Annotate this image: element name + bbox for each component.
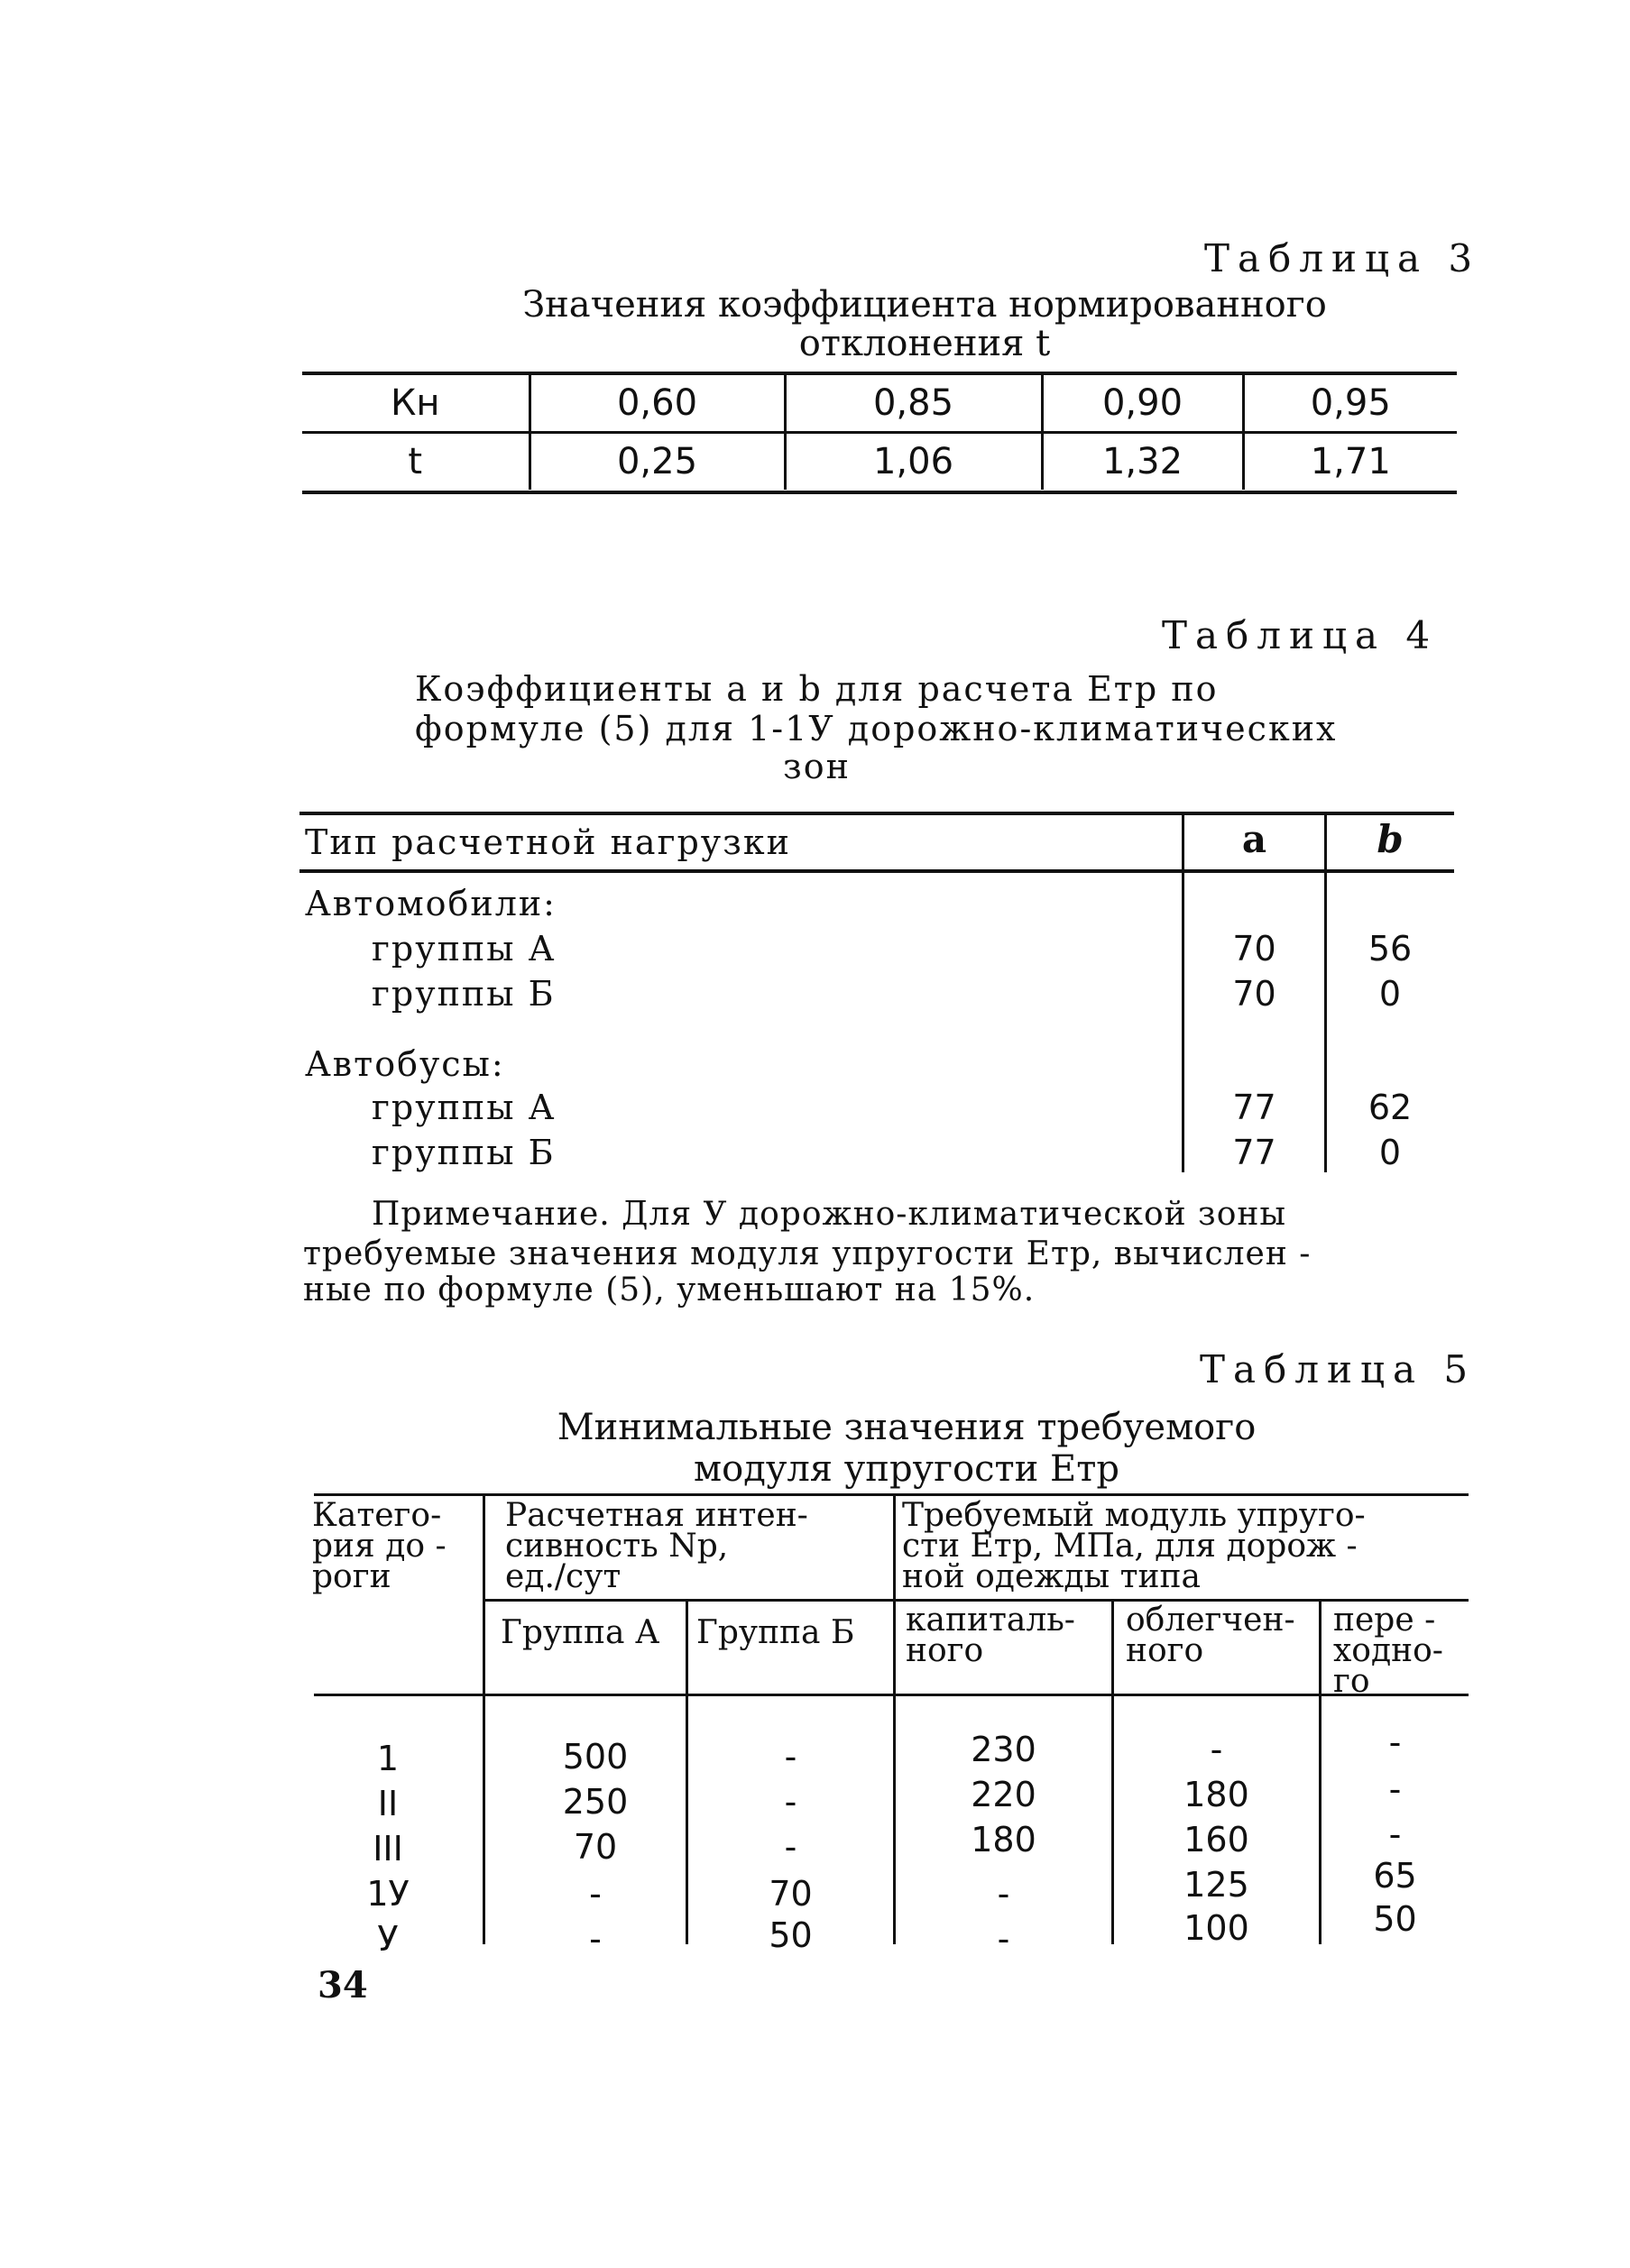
table3-kn-value: 0,60 [530,375,785,433]
header-line: ной одежды типа [902,1558,1201,1595]
table4-header-b: b [1377,817,1404,861]
table5-group-a: 500 [562,1737,629,1777]
table5-top-rule [314,1493,1469,1496]
table5-light: - [1210,1730,1223,1769]
table3-t-value: 1,32 [1042,433,1243,491]
table3-t-value: 1,71 [1243,433,1457,491]
table5-header-capital [906,1602,1075,1669]
table5-group-b: - [784,1782,797,1822]
note-line3: ные по формуле (5), уменьшают на 15%. [303,1272,1036,1308]
table5-transitional: - [1388,1722,1402,1762]
table5-header-light [1126,1602,1295,1669]
table4-a-value: 70 [1232,974,1276,1014]
table3-t-label: t [302,433,530,491]
table5-header-rule [314,1694,1469,1696]
table5-header-category [312,1497,447,1595]
table3-row-t [302,433,1457,491]
header-line: Катего- [312,1497,442,1534]
table5-transitional: - [1388,1769,1402,1809]
header-line: ного [906,1632,984,1669]
table4-b-value: 0 [1378,1133,1402,1172]
table3-title-line1: Значения коэффициента нормированного [522,284,1327,326]
header-line: ед./сут [505,1558,622,1595]
table5-light: 100 [1183,1908,1249,1948]
table5-group-a: 250 [562,1782,629,1822]
table5-transitional: 50 [1373,1899,1417,1939]
table4-title-line1: Коэффициенты a и b для расчета Eтр по [415,669,1219,709]
table4-a-value: 70 [1232,929,1276,969]
table5-capital: 230 [971,1730,1036,1769]
header-line: роги [312,1558,391,1595]
table5-header-intensity [505,1497,808,1595]
note-line1: Примечание. Для У дорожно-климатической зоны [372,1196,1287,1233]
table5-col-divider [483,1493,485,1944]
table5-capital: - [997,1919,1010,1959]
note-line2: требуемые значения модуля упругости Eтр, вычислен - [303,1235,1312,1272]
table5-category: 1 [376,1739,400,1778]
header-line: пере - [1333,1602,1436,1639]
table5-header-group-a: Группа А [501,1614,660,1651]
table4-top-rule [299,812,1454,815]
table4-row-label: группы Б [372,1133,556,1172]
table5-group-a: - [589,1874,602,1914]
table5-light: 180 [1183,1775,1249,1814]
table5-caption: Таблица 5 [1200,1347,1477,1391]
table5-group-b: - [784,1827,797,1867]
table4-header-type: Тип расчетной нагрузки [305,822,791,862]
table4-title-line2: формуле (5) для 1-1У дорожно-климатических [415,709,1338,748]
table3-title-line2: отклонения t [798,323,1051,364]
table4-a-value: 77 [1232,1133,1276,1172]
page-number: 34 [318,1964,368,2006]
table4-group-cars: Автомобили: [305,884,557,923]
table3 [302,375,1457,490]
table5-light: 125 [1183,1865,1249,1905]
table3-kn-value: 0,85 [785,375,1042,433]
header-line: го [1333,1663,1370,1700]
header-line: сивность Np, [505,1528,729,1565]
table4-a-value: 77 [1232,1088,1276,1127]
table5-header-modulus [902,1497,1366,1595]
table4-title-line3: зон [783,747,851,786]
table5-header-group-b: Группа Б [696,1614,855,1651]
table3-row-kn [302,375,1457,433]
table5-group-b: 70 [769,1874,813,1914]
table5-category: 1У [366,1874,410,1914]
table5-group-a: 70 [573,1827,618,1867]
header-line: капиталь- [906,1602,1075,1639]
table5-title-line2: модуля упругости Eтр [694,1448,1119,1490]
table5-title-line1: Минимальные значения требуемого [557,1407,1257,1448]
header-line: рия до - [312,1528,447,1565]
header-line: Расчетная интен- [505,1497,808,1534]
table5-transitional: 65 [1373,1856,1417,1896]
header-line: Требуемый модуль упруго- [902,1497,1366,1534]
table5-capital: 220 [971,1775,1036,1814]
table3-bottom-rule [302,491,1457,494]
table4-caption: Таблица 4 [1162,613,1439,657]
table3-kn-value: 0,95 [1243,375,1457,433]
table4-group-buses: Автобусы: [305,1044,505,1084]
table3-kn-value: 0,90 [1042,375,1243,433]
table3-kn-label: Кн [302,375,530,433]
table4-row-label: группы А [372,929,557,969]
header-line: ного [1126,1632,1204,1669]
table4-b-value: 56 [1368,929,1413,969]
table5-category: У [377,1919,399,1959]
header-line: облегчен- [1126,1602,1295,1639]
header-line: ходно- [1333,1632,1443,1669]
table5-category: III [373,1829,403,1869]
table5-header-transitional [1333,1602,1443,1700]
table5-capital: 180 [971,1820,1036,1859]
table5-group-b: - [784,1737,797,1777]
table5-group-a: - [589,1919,602,1959]
table5-light: 160 [1183,1820,1249,1859]
table4-b-value: 62 [1368,1088,1413,1127]
table3-caption: Таблица 3 [1204,236,1481,280]
table5-category: II [377,1784,399,1823]
table3-t-value: 0,25 [530,433,785,491]
table5-transitional: - [1388,1814,1402,1854]
table4-b-value: 0 [1378,974,1402,1014]
table5-capital: - [997,1874,1010,1914]
table4-header-rule [299,869,1454,873]
table5-group-b: 50 [769,1915,813,1955]
table4-header-a: a [1241,817,1267,861]
table4-row-label: группы А [372,1088,557,1127]
table4-row-label: группы Б [372,974,556,1014]
header-line: сти Eтр, МПа, для дорож - [902,1528,1358,1565]
table3-t-value: 1,06 [785,433,1042,491]
